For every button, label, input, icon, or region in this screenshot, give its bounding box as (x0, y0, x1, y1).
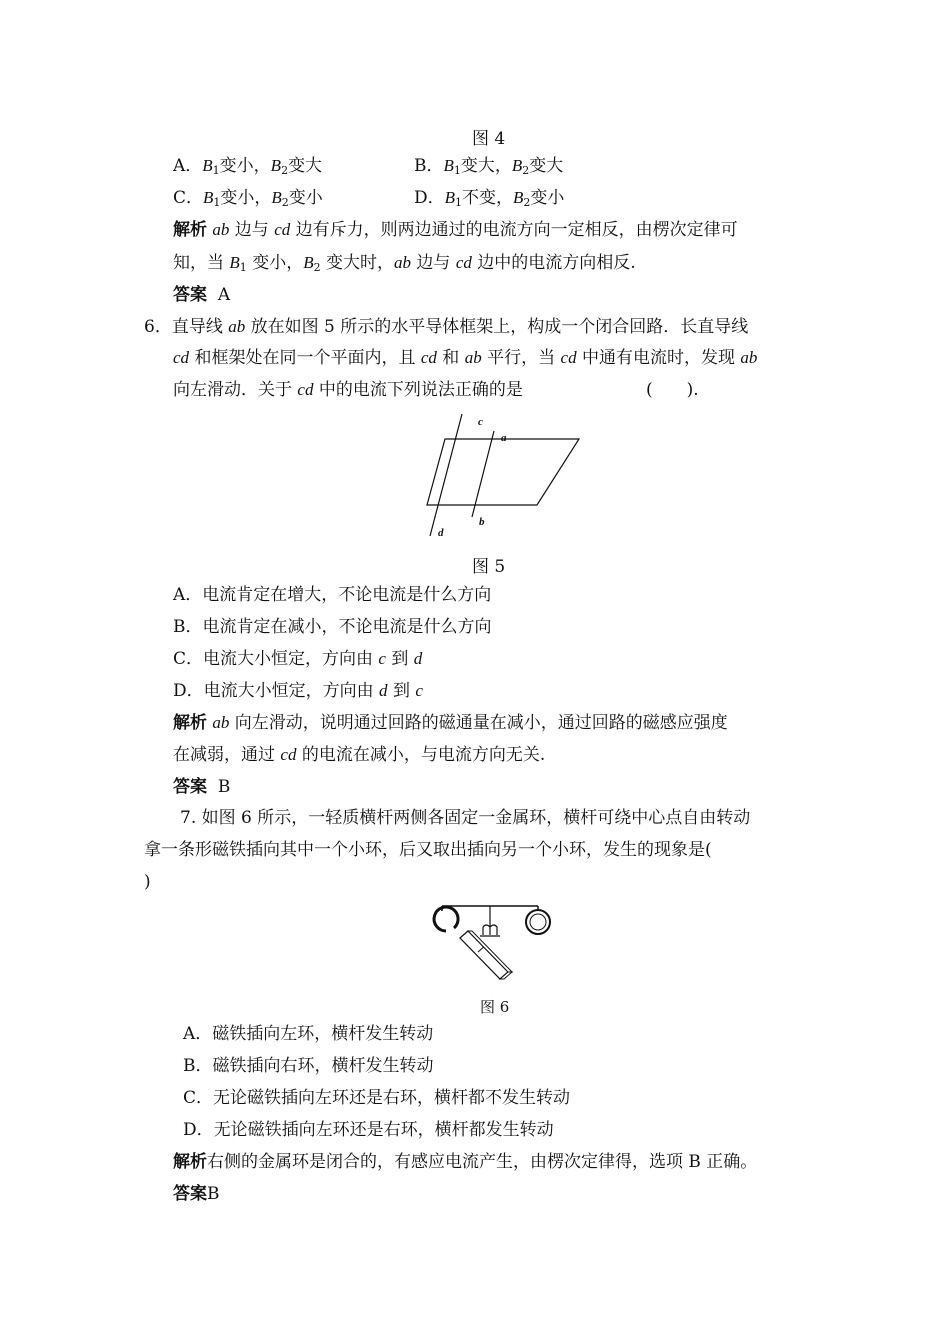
question-text: 向左滑动．关于 (173, 380, 298, 400)
var-d: d (379, 681, 388, 700)
var-b: B (303, 253, 314, 272)
option-label: C． (173, 188, 204, 208)
var-cd: cd (173, 348, 190, 367)
analysis-line (173, 711, 728, 735)
question-text: 放在如图 5 所示的水平导体框架上，构成一个闭合回路．长直导线 (245, 317, 749, 337)
option-text: 变大， (460, 156, 512, 176)
bar-magnet (460, 931, 508, 979)
subscript: 1 (453, 164, 461, 177)
option-a: A．磁铁插向左环，横杆发生转动 (183, 1024, 434, 1044)
option-c (173, 647, 422, 671)
left-ring-open (434, 907, 458, 931)
analysis-text: 的电流在减小，与电流方向无关. (296, 745, 546, 765)
option-b: B．磁铁插向右环，横杆发生转动 (183, 1056, 434, 1076)
var-cd: cd (274, 220, 291, 239)
var-ab: ab (212, 713, 230, 732)
option-text: 变小， (219, 156, 271, 176)
option-label: D． (414, 188, 445, 208)
question-7-line-1: 7. 如图 6 所示，一轻质横杆两侧各固定一金属环，横杆可绕中心点自由转动 (180, 808, 751, 828)
var-ab: ab (228, 317, 246, 336)
var-cd: cd (297, 380, 314, 399)
answer-label: 答案 (173, 777, 207, 797)
question-7-line-3: ) (144, 872, 151, 892)
option-text: 到 (387, 681, 416, 701)
label-d: d (438, 527, 444, 539)
figure-6-diagram (428, 898, 558, 988)
question-6-line-3 (173, 378, 523, 402)
var-b: B (443, 156, 454, 175)
option-text: 到 (385, 649, 414, 669)
option-a (173, 154, 322, 183)
option-text: 变小 (530, 188, 565, 208)
analysis-label: 解析 (173, 1152, 207, 1172)
answer-label: 答案 (173, 285, 207, 305)
option-text: 变小， (220, 188, 272, 208)
analysis-text: 边中的电流方向相反. (471, 253, 636, 273)
question-7-line-2: 拿一条形磁铁插向其中一个小环，后又取出插向另一个小环，发生的现象是( (144, 840, 712, 860)
var-b: B (513, 188, 524, 207)
var-ab: ab (394, 253, 411, 272)
var-b: B (270, 156, 282, 175)
option-b (414, 154, 563, 183)
var-cd: cd (280, 745, 297, 764)
option-c (173, 186, 323, 215)
var-b: B (271, 188, 282, 207)
analysis-text: 边与 (229, 220, 275, 240)
var-b: B (229, 253, 240, 272)
analysis-line (173, 1150, 757, 1174)
var-cd: cd (420, 348, 437, 367)
right-ring-inner (530, 914, 546, 930)
option-text: 变小 (288, 188, 323, 208)
analysis-label: 解析 (173, 220, 207, 240)
subscript: 2 (522, 164, 530, 177)
var-ab: ab (212, 220, 230, 239)
question-text: 和 (436, 348, 465, 368)
question-text: 中通有电流时，发现 (576, 348, 741, 368)
var-c: c (415, 681, 423, 700)
subscript: 2 (313, 261, 321, 274)
question-text: 直导线 (171, 317, 229, 337)
option-d (173, 679, 423, 703)
option-text: 变大 (529, 156, 564, 176)
option-b: B．电流肯定在减小，不论电流是什么方向 (173, 617, 492, 637)
answer-line (173, 1182, 220, 1206)
option-text: 不变， (462, 188, 514, 208)
subscript: 1 (213, 196, 221, 209)
option-text: D．电流大小恒定，方向由 (173, 681, 380, 701)
analysis-text: 边有斥力，则两边通过的电流方向一定相反，由楞次定律可 (290, 220, 738, 240)
answer-line (173, 775, 230, 799)
analysis-text: 在减弱，通过 (173, 745, 281, 765)
var-cd: cd (560, 348, 577, 367)
figure-6-caption: 图 6 (480, 998, 510, 1016)
subscript: 2 (281, 196, 289, 209)
figure-5-diagram (425, 410, 585, 540)
subscript: 1 (212, 164, 220, 177)
option-d: D．无论磁铁插向左环还是右环，横杆都发生转动 (183, 1120, 554, 1140)
answer-value: B (217, 777, 231, 797)
option-a: A．电流肯定在增大，不论电流是什么方向 (173, 585, 492, 605)
question-6-line-1 (144, 315, 748, 339)
subscript: 1 (455, 196, 463, 209)
var-cd: cd (455, 253, 472, 272)
answer-label: 答案 (173, 1184, 207, 1204)
var-b: B (203, 188, 214, 207)
var-b: B (511, 156, 523, 175)
var-d: d (413, 649, 423, 668)
answer-value: A (217, 285, 231, 305)
conductor-frame (427, 439, 579, 505)
subscript: 1 (239, 261, 247, 274)
question-text: 和框架处在同一个平面内，且 (189, 348, 421, 368)
var-b: B (444, 188, 456, 207)
rod-ab (472, 431, 494, 517)
analysis-text: 边与 (411, 253, 456, 273)
option-text: C．电流大小恒定，方向由 (173, 649, 379, 669)
analysis-text: 向左滑动，说明通过回路的磁通量在减小，通过回路的磁感应强度 (229, 713, 728, 733)
analysis-line (173, 218, 738, 242)
analysis-text: 右侧的金属环是闭合的，有感应电流产生，由楞次定律得，选项 B 正确。 (207, 1152, 758, 1172)
option-c: C．无论磁铁插向左环还是右环，横杆都不发生转动 (183, 1088, 571, 1108)
option-label: A． (173, 156, 203, 176)
question-number: 6． (144, 317, 172, 337)
var-ab: ab (464, 348, 482, 367)
option-label: B． (414, 156, 444, 176)
subscript: 2 (281, 164, 289, 177)
figure-4-caption: 图 4 (472, 129, 506, 149)
var-ab: ab (740, 348, 758, 367)
answer-value: B (207, 1184, 220, 1204)
var-b: B (202, 156, 213, 175)
question-text: 平行，当 (481, 348, 561, 368)
label-a: a (501, 432, 507, 444)
question-6-line-2 (173, 346, 757, 370)
option-d (414, 186, 564, 215)
answer-line (173, 283, 230, 307)
figure-5-caption: 图 5 (472, 557, 506, 577)
answer-blank: ( ). (646, 380, 699, 400)
analysis-text: 变小， (246, 253, 304, 273)
question-text: 中的电流下列说法正确的是 (313, 380, 523, 400)
subscript: 2 (523, 196, 531, 209)
label-b: b (479, 516, 485, 528)
analysis-line (173, 251, 636, 280)
analysis-label: 解析 (173, 713, 207, 733)
var-c: c (378, 649, 386, 668)
analysis-text: 变大时， (320, 253, 394, 273)
analysis-text: 知，当 (173, 253, 230, 273)
option-text: 变大 (288, 156, 323, 176)
label-c: c (478, 416, 483, 428)
analysis-line (173, 743, 545, 767)
